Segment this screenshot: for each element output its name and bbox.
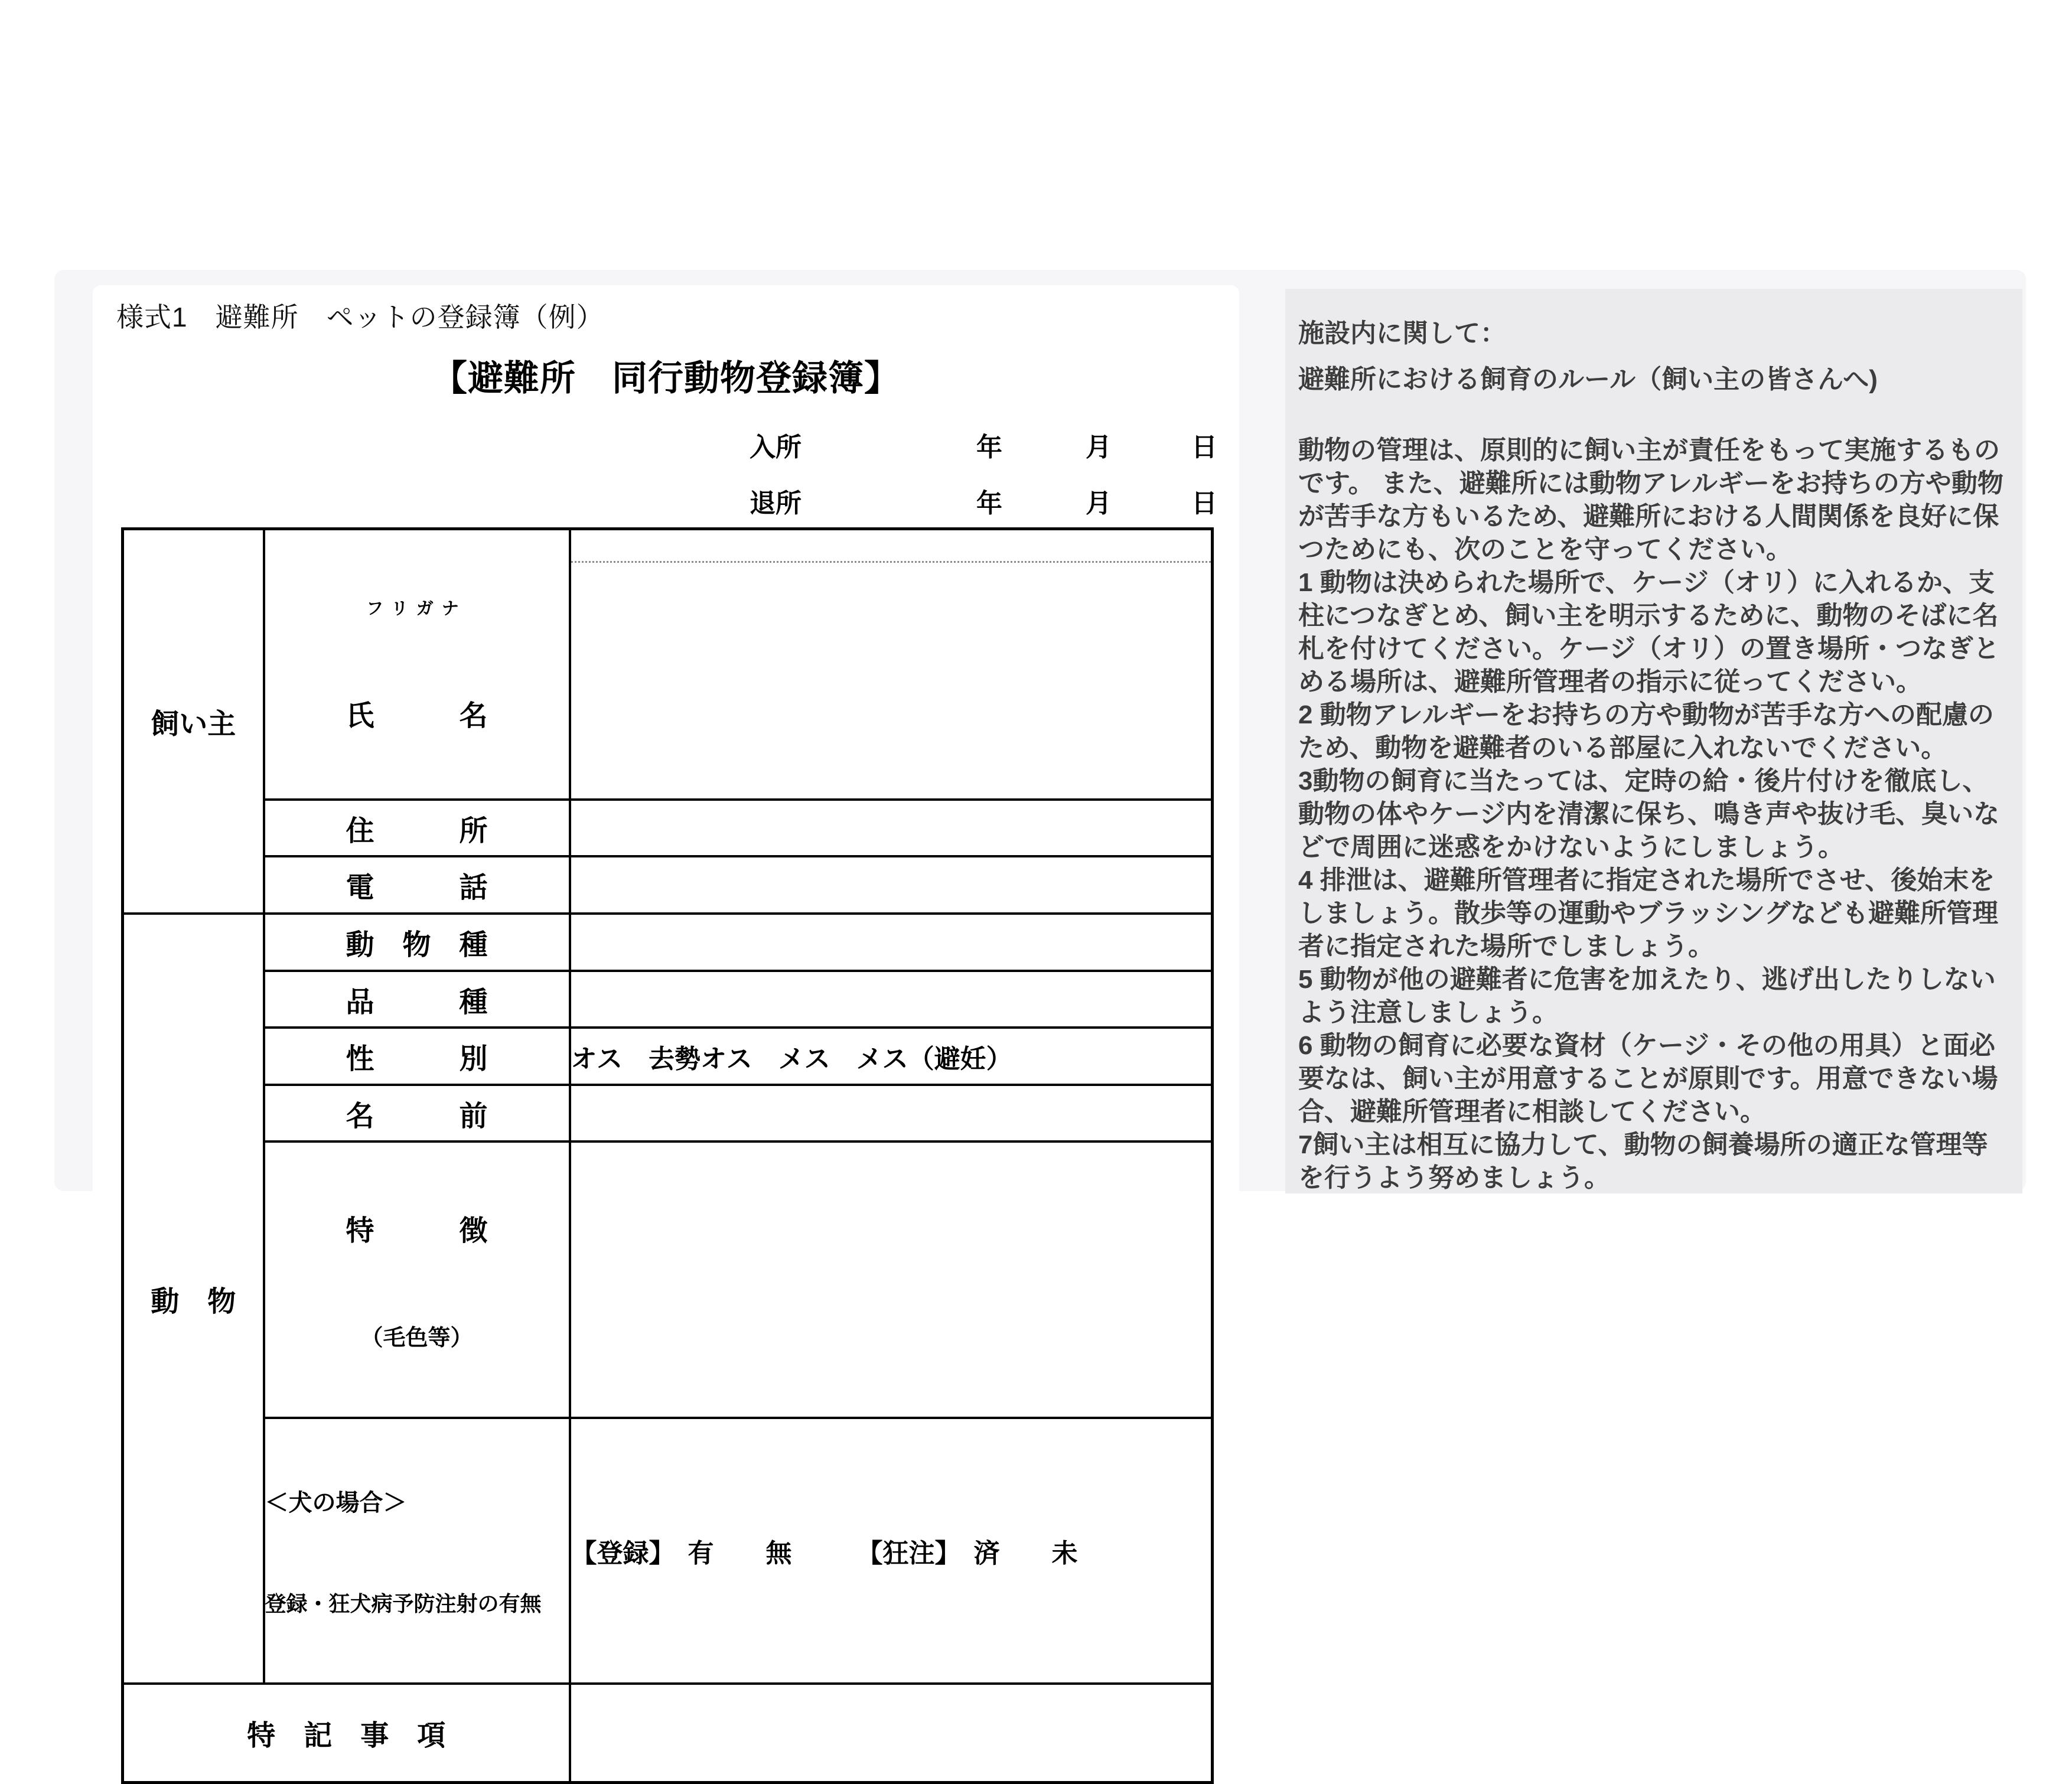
admission-label: 入所 [750,433,802,462]
dog-case-sub: 登録・狂犬病予防注射の有無 [265,1591,542,1616]
address-label: 住 所 [264,800,570,856]
name-label-cell [264,529,570,800]
rule-item: 5 動物が他の避難者に危害を加えたり、逃げ出したりしないよう注意しましょう。 [1298,965,1996,1027]
rule-item: 2 動物アレルギーをお持ちの方や動物が苦手な方への配慮のため、動物を避難者のいる部屋に入れないでください。 [1298,700,1994,762]
petname-value-cell[interactable] [570,1085,1213,1142]
rules-subheading: 避難所における飼育のルール（飼い主の皆さんへ) [1298,365,1878,394]
dog-case-label-cell [264,1418,570,1684]
phone-label: 電 話 [264,856,570,914]
admission-month-label: 月 [1086,433,1112,462]
furigana-divider [571,561,1211,563]
discharge-label: 退所 [750,489,802,518]
form-card [93,285,1239,1752]
admission-year-label: 年 [976,433,1002,462]
rules-panel [1285,289,2022,1193]
dog-case-title: ＜犬の場合＞ [265,1490,407,1516]
feature-sub-label: （毛色等） [360,1326,473,1351]
form-doc-label: 様式1 避難所 ペットの登録簿（例） [116,302,604,332]
admission-day-label: 日 [1191,433,1217,462]
breed-label: 品 種 [264,971,570,1028]
discharge-day-label: 日 [1191,489,1217,518]
rule-item: 7飼い主は相互に協力して、動物の飼養場所の適正な管理等を行うよう努めましょう。 [1298,1130,1988,1192]
rule-item: 4 排泄は、避難所管理者に指定された場所でさせ、後始末をしましょう。散歩等の運動やブラッシングなども避難所管理者に指定された場所でしましょう。 [1298,866,1999,961]
furigana-label: フリガナ [366,599,467,618]
rules-body [1298,434,2012,1195]
dog-case-value-cell[interactable]: 【登録】 有 無 【狂注】 済 未 [570,1418,1213,1684]
sex-options-cell[interactable]: オス 去勢オス メス メス（避妊） [570,1028,1213,1085]
name-value-cell[interactable] [570,529,1213,800]
rules-heading: 施設内に関して： [1298,319,1506,348]
species-value-cell[interactable] [570,914,1213,971]
feature-value-cell[interactable] [570,1142,1213,1418]
name-label: 氏 名 [346,700,488,732]
species-label: 動 物 種 [264,914,570,971]
rules-intro: 動物の管理は、原則的に飼い主が責任をもって実施するものです。 また、避難所には動物アレルギーをお持ちの方や動物が苦手な方もいるため、避難所における人間関係を良好に保つためにも、次のことを守ってください。 [1298,436,2003,564]
notes-label: 特 記 事 項 [123,1684,570,1782]
sex-label: 性 別 [264,1028,570,1085]
phone-value-cell[interactable] [570,856,1213,914]
rule-item: 1 動物は決められた場所で、ケージ（オリ）に入れるか、支柱につなぎとめ、飼い主を明示するために、動物のそばに名札を付けてください。ケージ（オリ）の置き場所・つなぎとめる場所は、避難所管理者の指示に従ってください。 [1298,568,2000,696]
address-value-cell[interactable] [570,800,1213,856]
rule-item: 3動物の飼育に当たっては、定時の給・後片付けを徹底し、動物の体やケージ内を清潔に保ち、鳴き声や抜け毛、臭いなどで周囲に迷惑をかけないようにしましょう。 [1298,767,2000,862]
form-title: 【避難所 同行動物登録簿】 [432,358,900,398]
feature-label: 特 徴 [346,1215,488,1247]
discharge-month-label: 月 [1086,489,1112,518]
pet-registration-table [121,527,1214,1784]
animal-group-cell: 動 物 [123,914,264,1684]
owner-group-cell: 飼い主 [123,529,264,914]
rule-item: 6 動物の飼育に必要な資材（ケージ・その他の用具）と面必要なは、飼い主が用意することが原則です。用意できない場合、避難所管理者に相談してください。 [1298,1031,1998,1126]
petname-label: 名 前 [264,1085,570,1142]
feature-label-cell [264,1142,570,1418]
notes-value-cell[interactable] [570,1684,1213,1782]
breed-value-cell[interactable] [570,971,1213,1028]
discharge-year-label: 年 [976,489,1002,518]
